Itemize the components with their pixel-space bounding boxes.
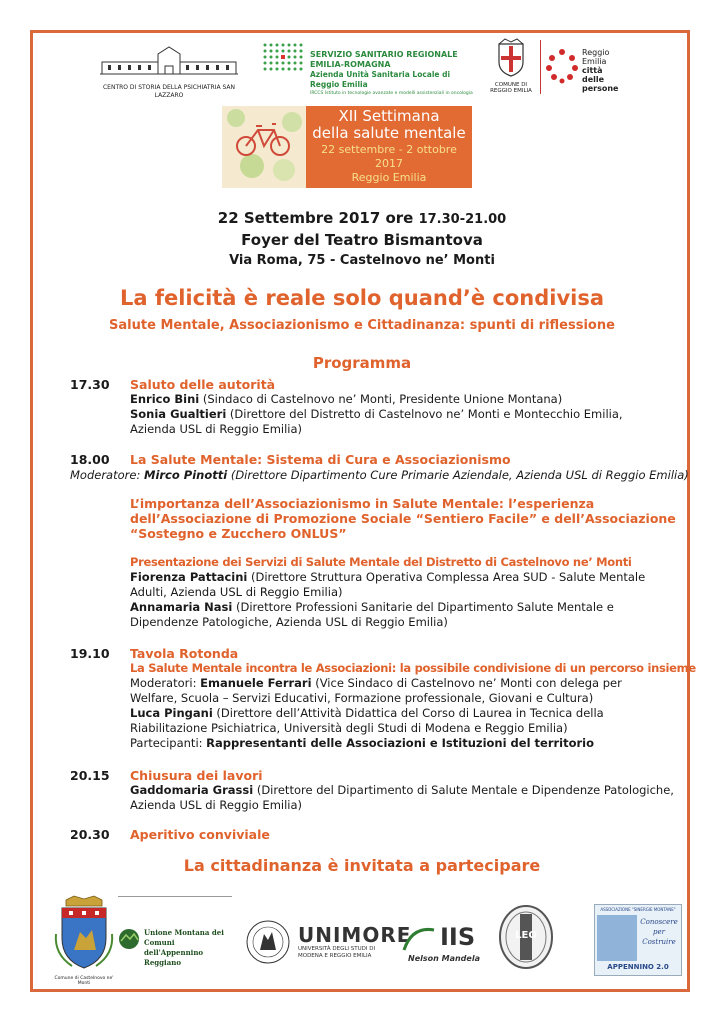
program-title: Programma bbox=[312, 354, 412, 372]
event-banner bbox=[222, 106, 472, 188]
moderator-name: Mirco Pinotti bbox=[144, 468, 228, 482]
item-title: Aperitivo conviviale bbox=[130, 827, 270, 842]
bicycle-illustration bbox=[222, 106, 306, 188]
banner-dates: 22 settembre - 2 ottobre 2017 bbox=[321, 143, 457, 170]
university-seal-icon bbox=[244, 918, 292, 970]
divider bbox=[540, 40, 541, 94]
comune-label: COMUNE DI REGGIO EMILIA bbox=[490, 82, 532, 94]
item-title: Chiusura dei lavori bbox=[130, 768, 263, 783]
ssr-logo bbox=[262, 42, 472, 98]
ssr-line1: SERVIZIO SANITARIO REGIONALE bbox=[310, 50, 458, 59]
event-date-text: 22 Settembre 2017 ore bbox=[217, 209, 414, 227]
assoc-label: ASSOCIAZIONE "SINERGIE MONTANE" bbox=[600, 907, 676, 912]
unione-line1: Unione Montana dei Comuni bbox=[144, 928, 224, 947]
city-line3: delle persone bbox=[582, 75, 619, 93]
castelnovo-logo bbox=[52, 894, 116, 984]
reggio-city-logo bbox=[546, 40, 636, 96]
banner-city: Reggio Emilia bbox=[351, 171, 427, 184]
speaker-name: Enrico Bini bbox=[130, 392, 200, 406]
item-title-line3: “Sostegno e Zucchero ONLUS” bbox=[130, 526, 347, 541]
coat-of-arms-icon bbox=[491, 38, 531, 78]
speaker-desc: (Direttore del Dipartimento di Salute Mentale e Dipendenze Patologiche, bbox=[253, 783, 674, 797]
ssr-line4: IRCCS Istituto in tecnologie avanzate e modelli assistenziali in oncologia bbox=[310, 91, 473, 96]
assoc-word3: Costruire bbox=[642, 938, 676, 946]
item-time: 20.15 bbox=[70, 768, 110, 783]
unimore-sub2: MODENA E REGGIO EMILIA bbox=[298, 953, 372, 959]
iis-sub: Nelson Mandela bbox=[408, 954, 480, 963]
speaker-desc: (Direttore dell’Attività Didattica del Corso di Laurea in Tecnica della bbox=[212, 706, 604, 720]
unimore-main: UNIMORE bbox=[298, 923, 412, 947]
item-title: La Salute Mentale: Sistema di Cura e Associazionismo bbox=[130, 452, 511, 467]
invitation-text: La cittadinanza è invitata a partecipare bbox=[183, 856, 541, 875]
speaker-desc-cont: Azienda USL di Reggio Emilia) bbox=[130, 798, 303, 812]
assoc-bottom: APPENNINO 2.0 bbox=[607, 963, 669, 971]
csp-label: CENTRO DI STORIA DELLA PSICHIATRIA SAN LAZZARO bbox=[102, 84, 236, 99]
event-address: Via Roma, 75 - Castelnovo ne’ Monti bbox=[229, 253, 495, 268]
leo-club-logo bbox=[498, 904, 554, 974]
speaker-desc-cont: Adulti, Azienda USL di Reggio Emilia) bbox=[130, 585, 343, 599]
speaker-desc: (Sindaco di Castelnovo ne’ Monti, Presidente Unione Montana) bbox=[199, 392, 563, 406]
globe-icon bbox=[118, 928, 140, 950]
iis-main: IIS bbox=[440, 923, 476, 951]
leo-label: LEO bbox=[515, 930, 537, 941]
event-date bbox=[0, 209, 724, 227]
speaker-desc: (Direttore Struttura Operativa Complessa Area SUD - Salute Mentale bbox=[247, 570, 646, 584]
city-line2: città bbox=[582, 66, 603, 75]
building-icon bbox=[98, 44, 240, 80]
moderator-desc: (Vice Sindaco di Castelnovo ne’ Monti con delega per bbox=[311, 676, 622, 690]
item-time: 19.10 bbox=[70, 646, 110, 661]
event-place: Foyer del Teatro Bismantova bbox=[241, 231, 483, 249]
item-title: Tavola Rotonda bbox=[130, 646, 239, 661]
castelnovo-crest-icon bbox=[52, 894, 116, 972]
university-seal bbox=[244, 918, 292, 970]
sinergie-montane-logo bbox=[594, 904, 682, 976]
banner-line1: XII Settimana bbox=[338, 107, 440, 125]
unimore-logo bbox=[298, 923, 412, 964]
unione-line2: dell'Appennino Reggiano bbox=[144, 948, 204, 967]
speaker-name: Luca Pingani bbox=[130, 706, 213, 720]
speaker-name: Gaddomaria Grassi bbox=[130, 783, 254, 797]
csp-logo bbox=[98, 44, 240, 99]
speaker-name: Annamaria Nasi bbox=[130, 600, 233, 614]
item-title-line2: dell’Associazione di Promozione Sociale “Sentiero Facile” e dell’Associazione bbox=[130, 511, 676, 526]
bicycle-icon bbox=[222, 106, 306, 188]
ssr-line3: Azienda Unità Sanitaria Locale di Reggio Emilia bbox=[310, 70, 451, 89]
assoc-photo bbox=[597, 915, 637, 961]
speaker-desc: (Direttore Professioni Sanitarie del Dipartimento Salute Mentale e bbox=[232, 600, 614, 614]
moderator-label: Moderatori: bbox=[130, 676, 201, 690]
item-title: Presentazione dei Servizi di Salute Mentale del Distretto di Castelnovo ne’ Monti bbox=[130, 555, 632, 569]
castelnovo-label: Comune di Castelnovo ne' Monti bbox=[54, 976, 114, 986]
assoc-word1: Conoscere bbox=[640, 918, 678, 926]
dot-grid-icon bbox=[262, 42, 306, 76]
speaker-desc-cont: Azienda USL di Reggio Emilia) bbox=[130, 422, 303, 436]
participants-label: Partecipanti: bbox=[130, 736, 207, 750]
moderator-line bbox=[70, 468, 700, 483]
item-subtitle: La Salute Mentale incontra le Associazioni: la possibile condivisione di un percorso insieme bbox=[130, 661, 696, 675]
moderator-desc-cont: Welfare, Scuola – Servizi Educativi, Formazione professionale, Giovani e Cultura) bbox=[130, 691, 594, 705]
speaker-desc: (Direttore del Distretto di Castelnovo ne’ Monti e Montecchio Emilia, bbox=[226, 407, 623, 421]
city-line1: Reggio Emilia bbox=[582, 48, 610, 66]
page-subtitle: Salute Mentale, Associazionismo e Cittadinanza: spunti di riflessione bbox=[109, 318, 615, 333]
footer-divider bbox=[118, 896, 232, 897]
unione-montana-logo bbox=[118, 926, 232, 967]
iis-mandela-logo bbox=[402, 920, 486, 970]
assoc-word2: per bbox=[653, 928, 665, 936]
item-title: Saluto delle autorità bbox=[130, 377, 276, 392]
item-time: 20.30 bbox=[70, 827, 110, 842]
item-time: 17.30 bbox=[70, 377, 110, 392]
speaker-name: Fiorenza Pattacini bbox=[130, 570, 248, 584]
event-time: 17.30-21.00 bbox=[418, 212, 507, 227]
moderator-desc: (Direttore Dipartimento Cure Primarie Aziendale, Azienda USL di Reggio Emilia) bbox=[227, 468, 689, 482]
speaker-desc-cont: Riabilitazione Psichiatrica, Università degli Studi di Modena e Reggio Emilia) bbox=[130, 721, 568, 735]
speaker-desc-cont: Dipendenze Patologiche, Azienda USL di Reggio Emilia) bbox=[130, 615, 448, 629]
banner-line2: della salute mentale bbox=[312, 124, 466, 142]
iis-swoosh-icon bbox=[402, 924, 436, 954]
ssr-line2: EMILIA-ROMAGNA bbox=[310, 60, 391, 69]
speaker-name: Sonia Gualtieri bbox=[130, 407, 227, 421]
item-title-line1: L’importanza dell’Associazionismo in Salute Mentale: l’esperienza bbox=[130, 496, 595, 511]
moderator-name: Emanuele Ferrari bbox=[200, 676, 312, 690]
unimore-sub1: UNIVERSITÀ DEGLI STUDI DI bbox=[298, 946, 376, 952]
people-circle-icon bbox=[546, 48, 578, 84]
page-title: La felicità è reale solo quand’è condivisa bbox=[119, 286, 605, 310]
moderator-label: Moderatore: bbox=[70, 468, 144, 482]
item-time: 18.00 bbox=[70, 452, 110, 467]
comune-logo bbox=[488, 38, 534, 96]
participants-text: Rappresentanti delle Associazioni e Istituzioni del territorio bbox=[206, 736, 595, 750]
